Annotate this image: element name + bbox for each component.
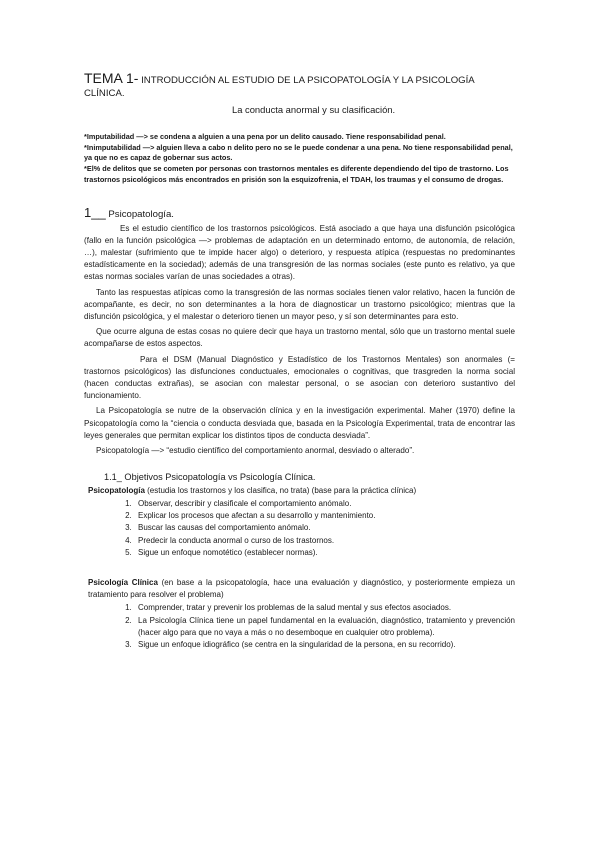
tema-label: TEMA 1- <box>84 70 139 86</box>
paragraph-definition: Es el estudio científico de los trastornos psicológicos. Está asociado a que haya una disfunción psicológica (fallo en la función psicológica —> problemas de adaptación en un determinado entorno, de autonomía, de relación, …), malestar (sufrimiento que te impide hacer algo) o deterioro, y respuesta atípica (respuestas no predominantes estadísticamente en la sociedad); además de una transgresión de las normas sociales (este punto es relativo, ya que estas normas sociales varían de unas sociedades a otras). <box>84 223 515 282</box>
psicologia-clinica-list <box>84 602 515 651</box>
psicologia-clinica-desc: (en base a la psicopatología, hace una evaluación y diagnóstico, y posteriormente empieza un tratamiento para resolver el problema) <box>88 577 516 600</box>
list-item: 2. Explicar los procesos que afectan a su desarrollo y mantenimiento. <box>134 510 515 522</box>
paragraph-relative-value: Tanto las respuestas atípicas como la transgresión de las normas sociales tienen valor relativo, hacen la función de acompañante, es decir, no son determinantes a la hora de diagnosticar un trastorno psicológico; mientras que la disfunción psicológica, y el malestar o deterioro tienen un mayor peso, y sí son determinantes para esto. <box>84 287 515 321</box>
psicologia-clinica-label: Psicología Clínica <box>88 577 158 587</box>
psicopatologia-lead <box>88 485 515 497</box>
list-item: 1. Observar, describir y clasificale el comportamiento anómalo. <box>134 498 515 510</box>
psicopatologia-desc: (estudia los trastornos y los clasifica, no trata) (base para la práctica clínica) <box>147 486 417 496</box>
note-delitos: *El% de delitos que se cometen por personas con trastornos mentales es diferente dependiendo del tipo de trastorno. Los trastornos psicológicos más encontrados en prisión son la esquizofrenia, el TDAH, los traumas y el consumo de drogas. <box>84 164 509 184</box>
note-inimputabilidad: *Inimputabilidad —> alguien lleva a cabo n delito pero no se le puede condenar a una pena. No tiene responsabilidad penal, ya que no es capaz de gobernar sus actos. <box>84 142 513 163</box>
list-item: 2. La Psicología Clínica tiene un papel fundamental en la evaluación, diagnóstico, tratamiento y prevención (hacer algo para que no vaya a más o no desemboque en cualquier otro problema). <box>134 615 515 639</box>
notes-block <box>84 132 515 186</box>
paragraph-not-implies: Que ocurre alguna de estas cosas no quiere decir que haya un trastorno mental, sólo que un trastorno mental suele acompañarse de estos aspectos. <box>84 327 515 349</box>
list-item: 5. Sigue un enfoque nomotético (establecer normas). <box>134 547 515 559</box>
list-item: 1. Comprender, tratar y prevenir los problemas de la salud mental y sus efectos asociados. <box>134 602 515 614</box>
psicopatologia-label: Psicopatología <box>88 486 145 496</box>
section-title: Psicopatología. <box>108 208 174 220</box>
document-title <box>84 72 515 100</box>
title-text: INTRODUCCIÓN AL ESTUDIO DE LA PSICOPATOLOGÍA Y LA PSICOLOGÍA CLÍNICA. <box>84 75 475 99</box>
list-item: 3. Sigue un enfoque idiográfico (se centra en la singularidad de la persona, en su recorrido). <box>134 639 515 651</box>
paragraph-maher: La Psicopatología se nutre de la observación clínica y en la investigación experimental. Maher (1970) define la Psicopatología como la “ciencia o conducta desviada que, basada en la Psicología Experimental, trata de encontrar las leyes generales que permitan explicar los distintos tipos de conducta desviada”. <box>84 406 515 440</box>
note-imputabilidad: *Imputabilidad —> se condena a alguien a una pena por un delito causado. Tiene responsabilidad penal. <box>84 132 446 141</box>
document-subtitle: La conducta anormal y su clasificación. <box>232 104 396 115</box>
subsection-heading: 1.1_ Objetivos Psicopatología vs Psicología Clínica. <box>104 472 316 483</box>
paragraph-psico-def: Psicopatología —> “estudio científico del comportamiento anormal, desviado o alterado”. <box>96 445 415 455</box>
paragraph-dsm: Para el DSM (Manual Diagnóstico y Estadístico de los Trastornos Mentales) son anormales (= trastornos psicológicos) las disfunciones conductuales, emocionales o cognitivas, que trasgreden la norma social (hacen conductas extrañas), se asocian con malestar personal, o se asocian con deterioro sustantivo del funcionamiento. <box>84 354 515 401</box>
section-heading <box>84 205 515 220</box>
psicopatologia-list <box>84 498 515 559</box>
list-item: 3. Buscar las causas del comportamiento anómalo. <box>134 522 515 534</box>
section-number: 1__ <box>84 204 106 220</box>
list-item: 4. Predecir la conducta anormal o curso de los trastornos. <box>134 535 515 547</box>
psicologia-clinica-lead <box>88 577 515 601</box>
